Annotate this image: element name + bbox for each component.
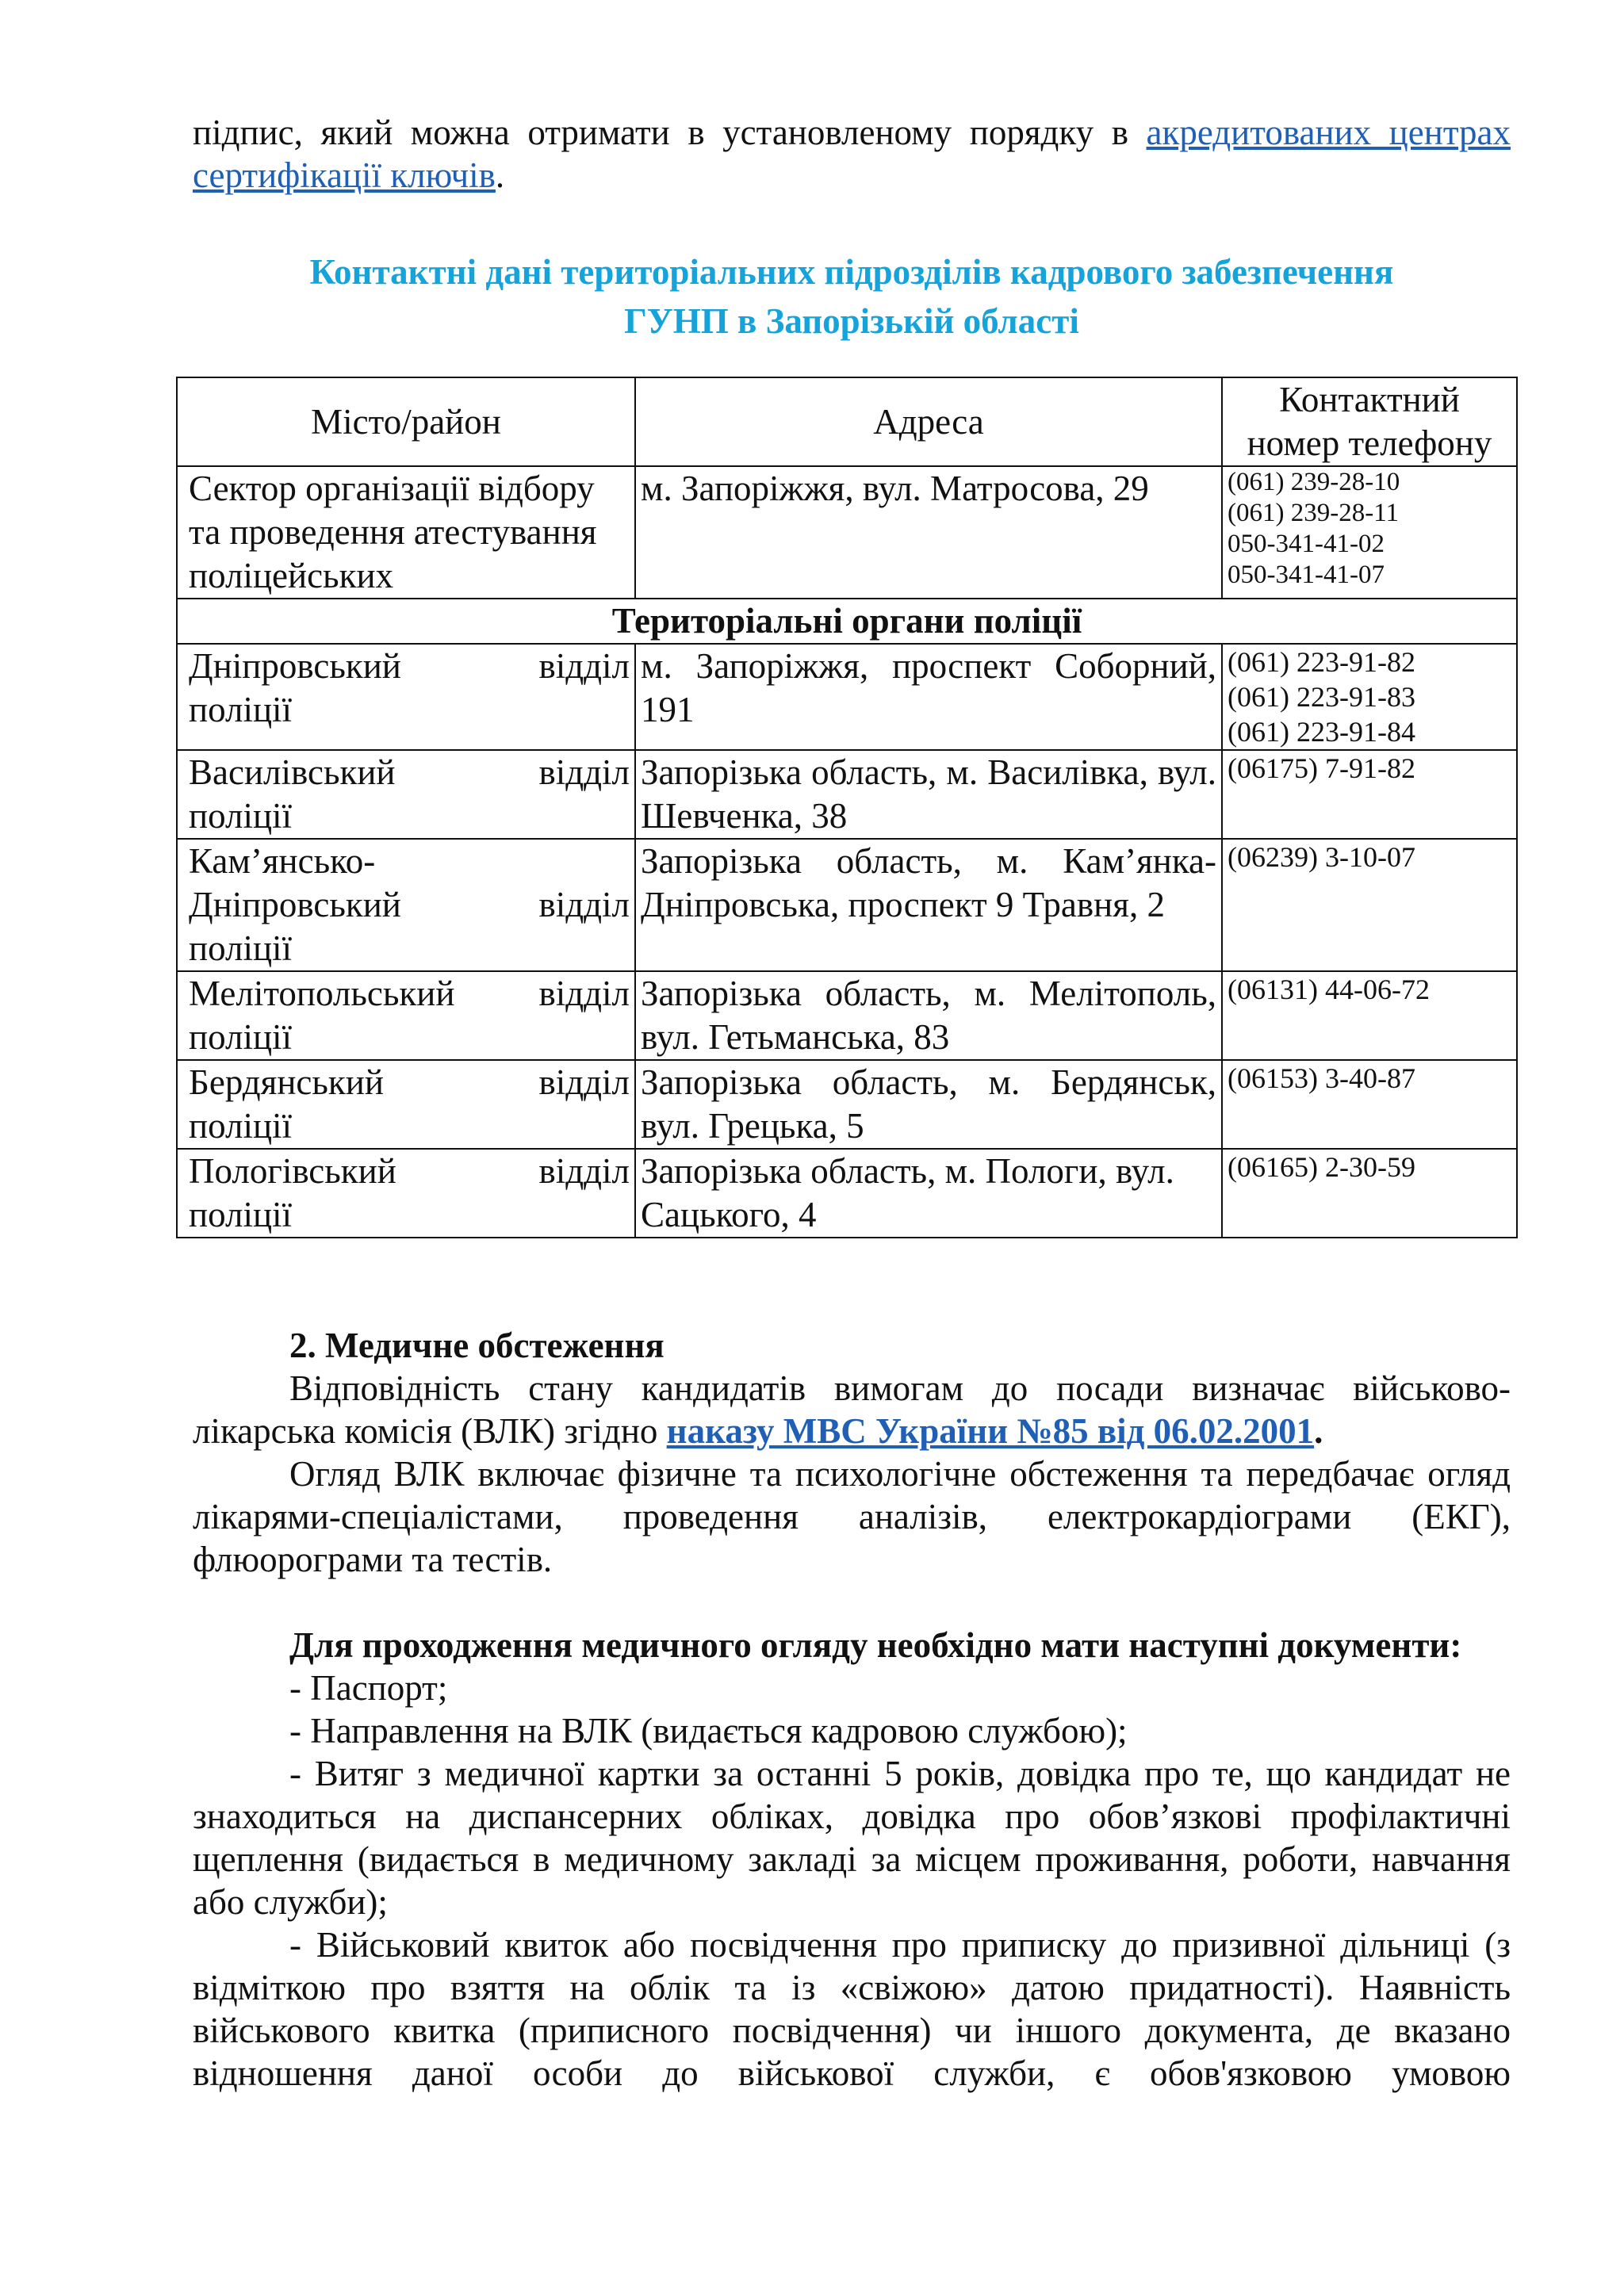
dept-name: Пологівський відділ поліції bbox=[177, 1149, 635, 1238]
table-row bbox=[177, 466, 1517, 599]
list-item: - Паспорт; bbox=[289, 1668, 448, 1708]
sector-name: Сектор організації відбору та проведення атестування поліцейських bbox=[177, 466, 635, 599]
medical-paragraph-1: Відповідність стану кандидатів вимогам до посади визначає військово-лікарська комісія (ВЛК) згідно наказу МВС України №85 від 06.02.2001. bbox=[193, 1368, 1511, 1451]
dept-address: м. Запоріжжя, проспект Соборний, 191 bbox=[635, 644, 1222, 750]
sector-address: м. Запоріжжя, вул. Матросова, 29 bbox=[635, 466, 1222, 599]
table-row bbox=[177, 644, 1517, 750]
accredited-centers-link[interactable]: акредитованих центрах сертифікації ключів bbox=[193, 113, 1511, 195]
table-row bbox=[177, 971, 1517, 1060]
table-row bbox=[177, 839, 1517, 971]
dept-address: Запорізька область, м. Василівка, вул. Шевченка, 38 bbox=[635, 750, 1222, 839]
documents-heading: Для проходження медичного огляду необхідно мати наступні документи: bbox=[289, 1625, 1462, 1665]
dept-name: Мелітопольський відділ поліції bbox=[177, 971, 635, 1060]
medical-paragraph-2: Огляд ВЛК включає фізичне та психологічне обстеження та передбачає огляд лікарями-спеціалістами, проведення аналізів, електрокардіограми (ЕКГ), флюорограми та тестів. bbox=[193, 1454, 1511, 1579]
list-item: - Військовий квиток або посвідчення про приписку до призивної дільниці (з відміткою про взяття на облік та із «свіжою» датою придатності). Наявність військового квитка (приписного посвідчення) чи іншого документа, де вказано відношення даної особи до військової служби, є обов'язковою умовою bbox=[193, 1925, 1511, 2093]
dept-phones: (06239) 3-10-07 bbox=[1222, 839, 1517, 971]
dept-name: Кам’янсько- Дніпровський відділ поліції bbox=[177, 839, 635, 971]
contacts-title-line1: Контактні дані територіальних підрозділів кадрового забезпечення bbox=[309, 252, 1394, 292]
dept-phones: (06131) 44-06-72 bbox=[1222, 971, 1517, 1060]
contacts-title-line2: ГУНП в Запорізькій області bbox=[624, 301, 1079, 341]
table-row bbox=[177, 1149, 1517, 1238]
contacts-table bbox=[176, 377, 1518, 1238]
subheader-row bbox=[177, 599, 1517, 644]
sector-phones: (061) 239-28-10 (061) 239-28-11 050-341-41-02 050-341-41-07 bbox=[1222, 466, 1517, 599]
intro-paragraph: підпис, який можна отримати в установленому порядку в акредитованих центрах сертифікації ключів. bbox=[193, 113, 1511, 195]
medical-section bbox=[193, 1324, 1511, 2095]
table-header-row bbox=[177, 377, 1517, 466]
table-row bbox=[177, 1060, 1517, 1149]
contacts-title bbox=[193, 247, 1511, 346]
dept-name: Василівський відділ поліції bbox=[177, 750, 635, 839]
dept-name: Дніпровський відділ поліції bbox=[177, 644, 635, 750]
dept-address: Запорізька область, м. Пологи, вул. Сацького, 4 bbox=[635, 1149, 1222, 1238]
header-city: Місто/район bbox=[177, 377, 635, 466]
dept-address: Запорізька область, м. Бердянськ, вул. Грецька, 5 bbox=[635, 1060, 1222, 1149]
dept-address: Запорізька область, м. Кам’янка-Дніпровська, проспект 9 Травня, 2 bbox=[635, 839, 1222, 971]
territorial-bodies-subheader: Територіальні органи поліції bbox=[177, 599, 1517, 644]
table-row bbox=[177, 750, 1517, 839]
dept-phones: (061) 223-91-82 (061) 223-91-83 (061) 223-91-84 bbox=[1222, 644, 1517, 750]
dept-phones: (06165) 2-30-59 bbox=[1222, 1149, 1517, 1238]
mvs-order-link[interactable]: наказу МВС України №85 від 06.02.2001 bbox=[666, 1411, 1315, 1451]
intro-text: підпис, який можна отримати в установленому порядку в bbox=[193, 113, 1147, 152]
medical-heading: 2. Медичне обстеження bbox=[289, 1326, 665, 1365]
dept-phones: (06153) 3-40-87 bbox=[1222, 1060, 1517, 1149]
header-address: Адреса bbox=[635, 377, 1222, 466]
document-page bbox=[193, 111, 1511, 197]
list-item: - Направлення на ВЛК (видається кадровою службою); bbox=[289, 1711, 1128, 1751]
header-phone: Контактний номер телефону bbox=[1222, 377, 1517, 466]
dept-address: Запорізька область, м. Мелітополь, вул. Гетьманська, 83 bbox=[635, 971, 1222, 1060]
dept-name: Бердянський відділ поліції bbox=[177, 1060, 635, 1149]
list-item: - Витяг з медичної картки за останні 5 років, довідка про те, що кандидат не знаходиться на диспансерних обліках, довідка про обов’язкові профілактичні щеплення (видається в медичному закладі за місцем проживання, роботи, навчання або служби); bbox=[193, 1754, 1511, 1922]
dept-phones: (06175) 7-91-82 bbox=[1222, 750, 1517, 839]
